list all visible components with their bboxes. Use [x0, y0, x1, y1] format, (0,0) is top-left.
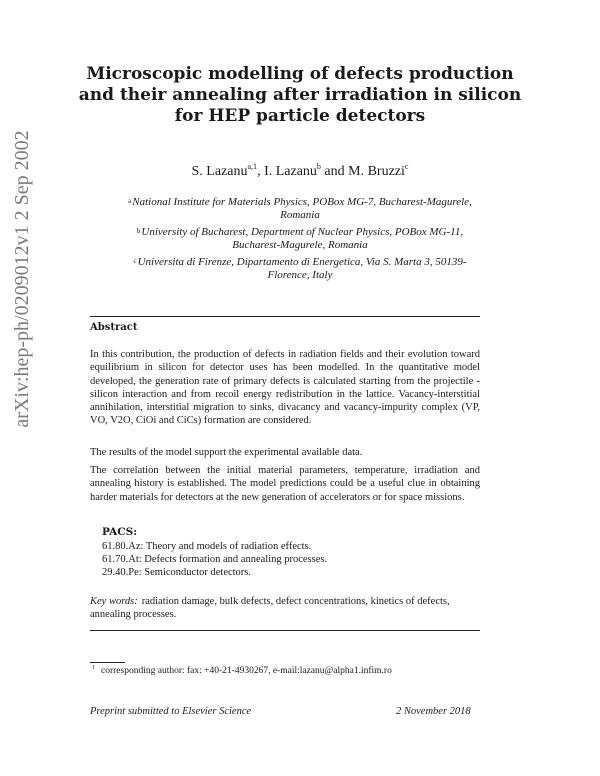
- affiliation-a-line-1: National Institute for Materials Physics, POBox MG-7, Bucharest-Magurele,: [132, 196, 472, 208]
- keywords: [90, 595, 480, 622]
- footnote-mark: 1: [92, 665, 95, 671]
- affiliation-c: [100, 256, 500, 282]
- author-3-mark: c: [404, 162, 409, 171]
- affiliation-b-mark: b: [136, 227, 141, 235]
- footnote: [92, 666, 392, 676]
- affiliation-a-mark: a: [128, 197, 132, 205]
- abstract-heading: Abstract: [90, 322, 138, 333]
- keywords-text: radiation damage, bulk defects, defect concentrations, kinetics of defects, annealing processes.: [90, 596, 450, 621]
- title-line-3: for HEP particle detectors: [174, 106, 426, 126]
- affiliation-a-line-2: Romania: [280, 209, 320, 221]
- pacs-item: 61.70.At: Defects formation and annealing processes.: [102, 554, 328, 565]
- author-3: M. Bruzzi: [348, 164, 405, 179]
- title-line-1: Microscopic modelling of defects production: [86, 64, 514, 84]
- author-1-mark: a,1: [247, 162, 258, 171]
- abstract-paragraph-2: The results of the model support the experimental available data.: [90, 447, 363, 458]
- author-list: [90, 164, 510, 180]
- keywords-label: Key words:: [90, 596, 138, 607]
- paper-title: [60, 64, 540, 127]
- footnote-text: corresponding author: fax: +40-21-4930267, e-mail:lazanu@alpha1.infim.ro: [101, 666, 392, 676]
- abstract-bottom-rule: [90, 630, 480, 631]
- affiliation-b-line-2: Bucharest-Magurele, Romania: [232, 239, 368, 251]
- author-2-mark: b: [316, 162, 321, 171]
- preprint-note: Preprint submitted to Elsevier Science: [90, 706, 252, 717]
- title-line-2: and their annealing after irradiation in silicon: [78, 85, 522, 105]
- pacs-item: 29.40.Pe: Semiconductor detectors.: [102, 567, 252, 578]
- pacs-heading: PACS:: [102, 526, 138, 538]
- arxiv-side-stamp: arXiv:hep-ph/0209012v1 2 Sep 2002: [11, 130, 33, 428]
- affiliation-c-mark: c: [133, 257, 137, 265]
- author-sep-2: and: [320, 164, 349, 179]
- affiliation-c-line-2: Florence, Italy: [267, 269, 333, 281]
- footer-date: 2 November 2018: [396, 706, 471, 717]
- author-2: I. Lazanu: [264, 164, 317, 179]
- affiliation-b-line-1: University of Bucharest, Department of Nuclear Physics, POBox MG-11,: [141, 226, 464, 238]
- affiliation-a: [100, 196, 500, 222]
- author-1: S. Lazanu: [191, 164, 248, 179]
- abstract-top-rule: [90, 316, 480, 317]
- abstract-paragraph-3: The correlation between the initial material parameters, temperature, irradiation and annealing history is established. The model predictions could be a useful clue in obtaining harder materials for detectors at the new generation of accelerators or for space missions.: [90, 465, 480, 503]
- footnote-rule: [90, 662, 125, 663]
- affiliation-b: [100, 226, 500, 252]
- pacs-item: 61.80.Az: Theory and models of radiation effects.: [102, 541, 312, 552]
- affiliation-c-line-1: Universita di Firenze, Dipartamento di Energetica, Via S. Marta 3, 50139-: [137, 256, 467, 268]
- author-sep-1: ,: [257, 164, 265, 179]
- abstract-paragraph-1: In this contribution, the production of defects in radiation fields and their evolution toward equilibrium in silicon for detector uses has been modelled. In the quantitative model developed, the generation rate of primary defects is calculated starting from the projectile - silicon interaction and from recoil energy redistribution in the lattice. Vacancy-interstitial annihilation, interstitial migration to sinks, divacancy and vacancy-impurity complex (VP, VO, V2O, CiOi and CiCs) formation are considered.: [90, 349, 480, 427]
